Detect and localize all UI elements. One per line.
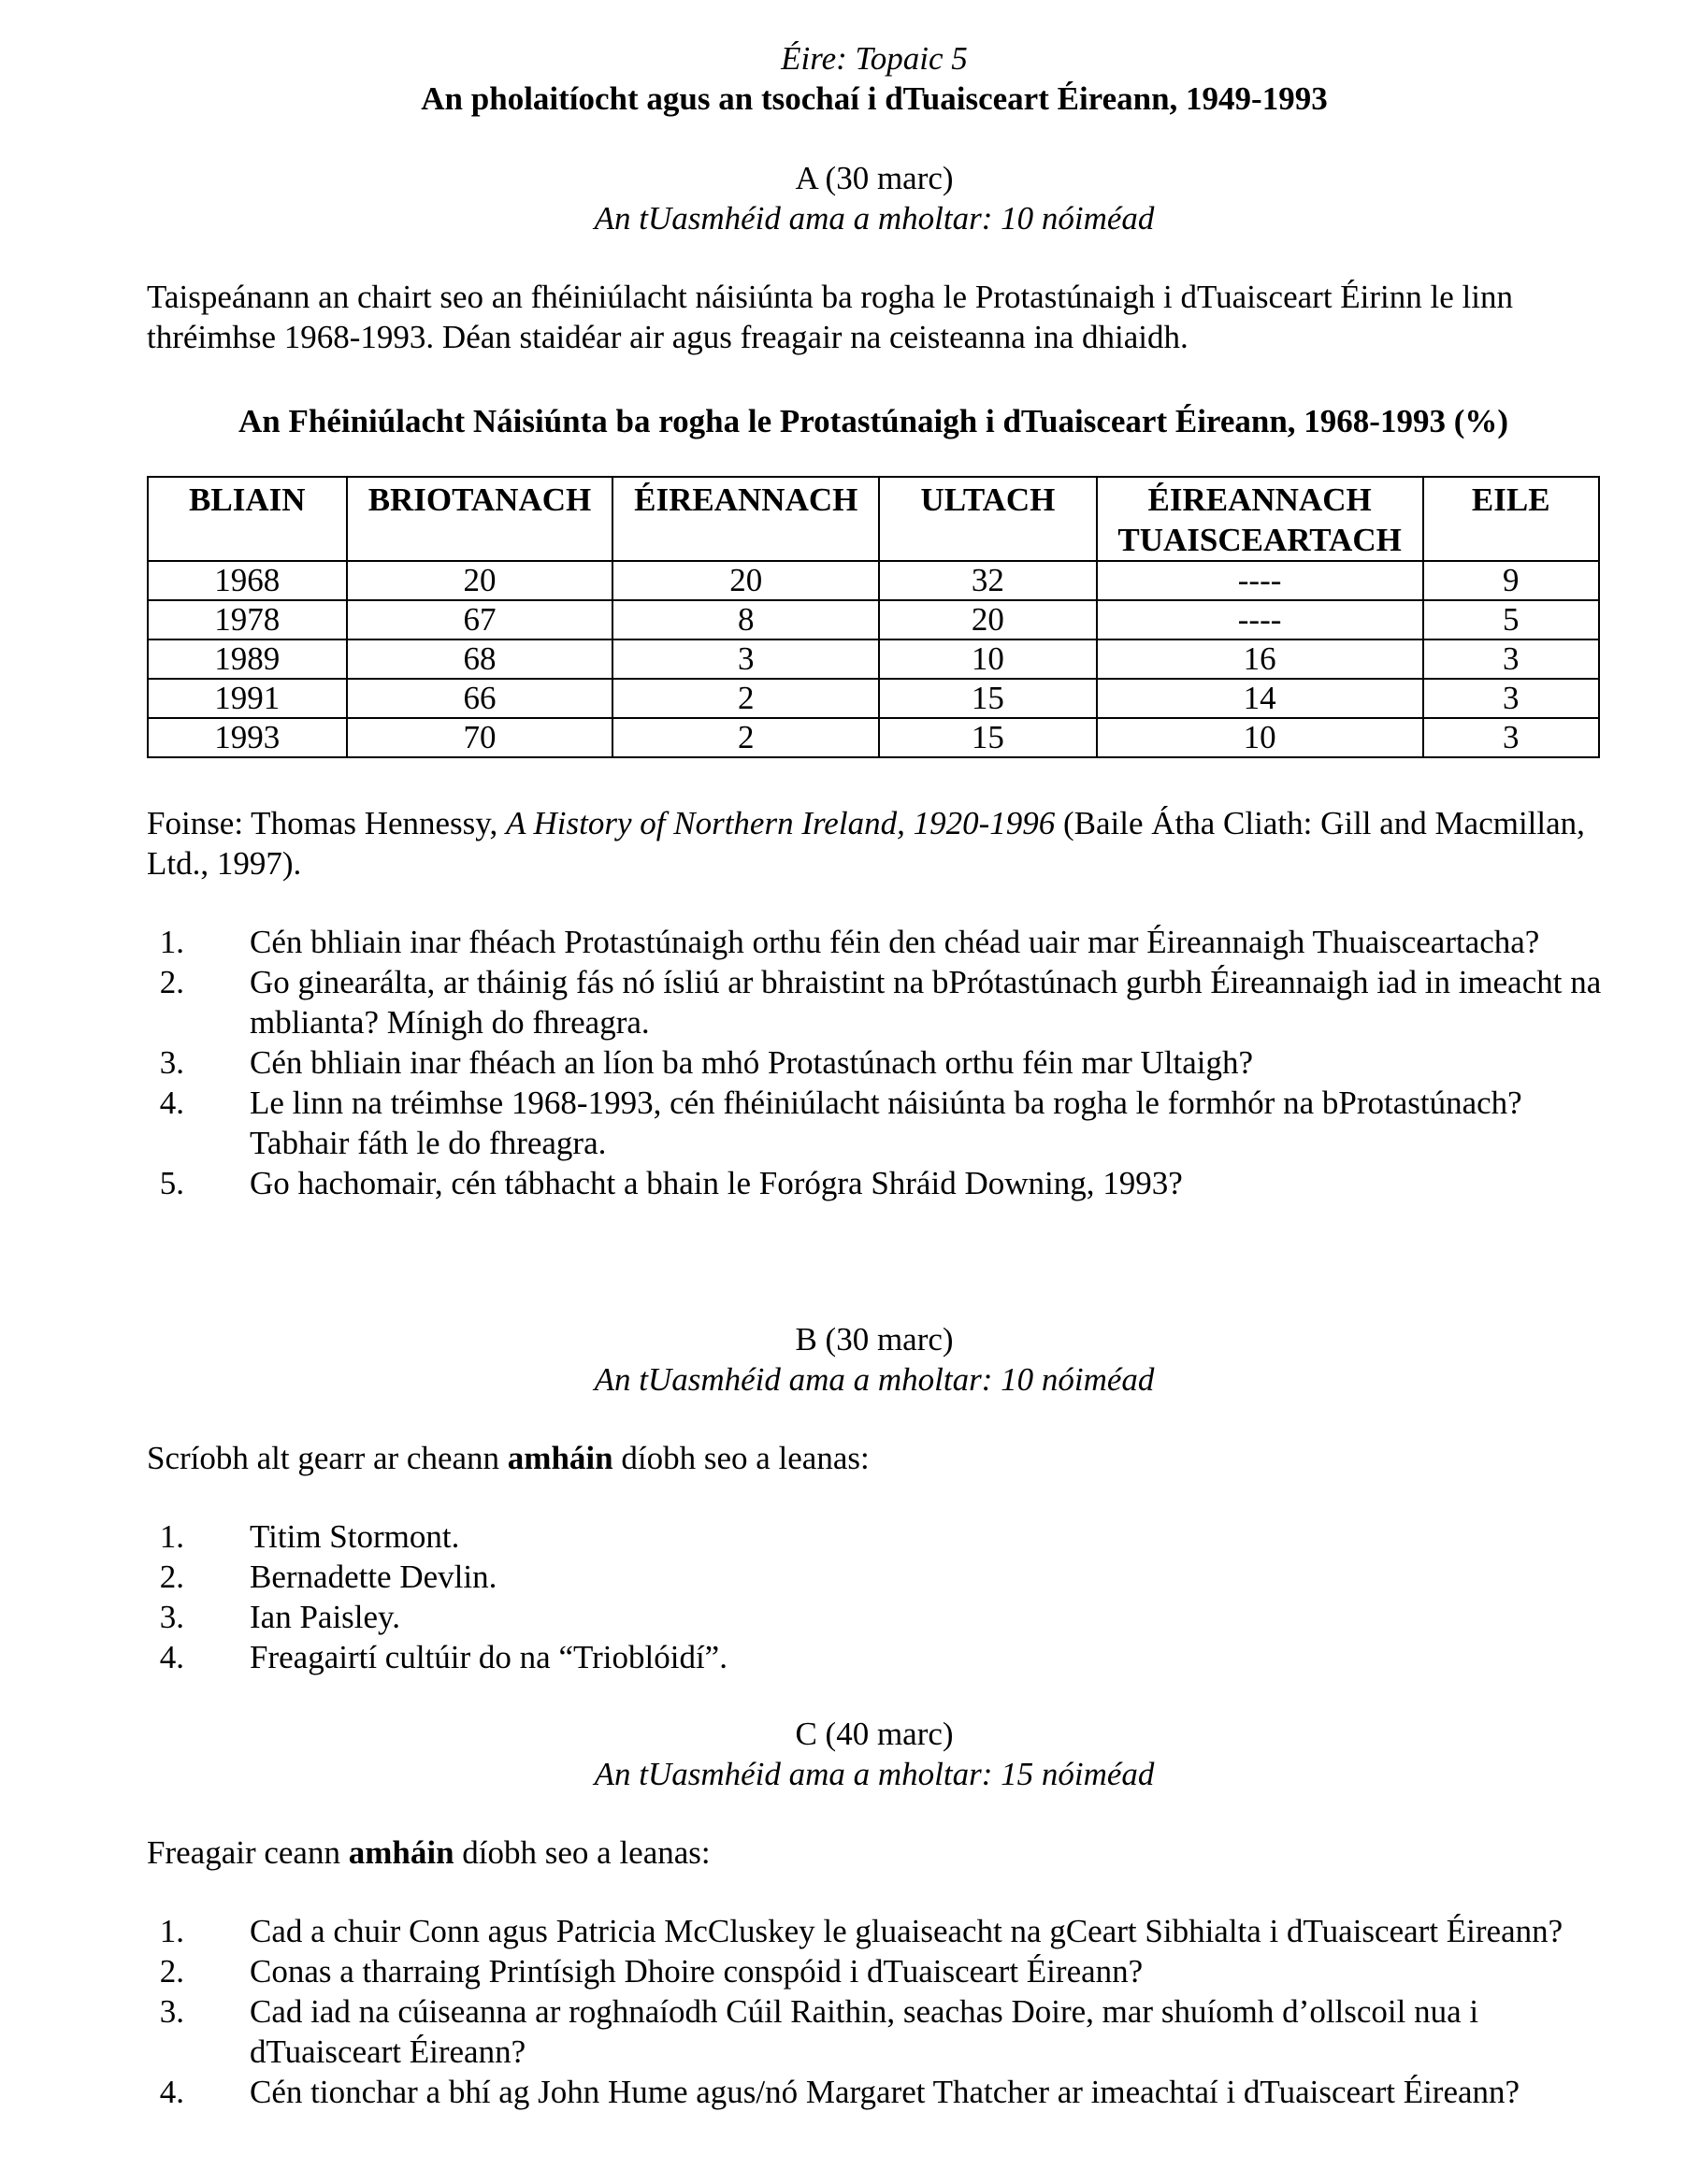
table-cell: 1989 <box>148 639 347 679</box>
table-cell: 2 <box>612 679 879 718</box>
section-b-heading: B (30 marc) <box>795 1321 954 1358</box>
item-number: 2. <box>159 1559 184 1595</box>
topic-label: Éire: Topaic 5 <box>781 40 968 77</box>
table-cell: 16 <box>1097 639 1423 679</box>
item-number: 3. <box>159 1993 184 2030</box>
item-text: Cén bhliain inar fhéach an líon ba mhó Protastúnach orthu féin mar Ultaigh? <box>250 1044 1254 1081</box>
list-item <box>147 1951 1606 1991</box>
table-cell: 1991 <box>148 679 347 718</box>
section-c-intro <box>147 1832 1606 1873</box>
table-cell: 32 <box>879 561 1097 600</box>
table-header-cell: BLIAIN <box>148 477 347 561</box>
intro-text: díobh seo a leanas: <box>454 1834 711 1871</box>
table-cell: ---- <box>1097 561 1423 600</box>
list-item <box>147 1083 1606 1163</box>
table-cell: 70 <box>347 718 613 757</box>
table-row <box>148 718 1599 757</box>
list-item <box>147 1557 1606 1597</box>
section-b-time: An tUasmhéid ama a mholtar: 10 nóiméad <box>594 1361 1155 1398</box>
identity-table <box>147 476 1600 758</box>
list-item <box>147 1597 1606 1637</box>
table-cell: 67 <box>347 600 613 639</box>
table-cell: 15 <box>879 718 1097 757</box>
table-header-cell: ULTACH <box>879 477 1097 561</box>
item-number: 1. <box>159 1913 184 1949</box>
table-header-row <box>148 477 1599 561</box>
table-cell: 66 <box>347 679 613 718</box>
table-cell: 68 <box>347 639 613 679</box>
table-cell: 1968 <box>148 561 347 600</box>
table-cell: 15 <box>879 679 1097 718</box>
table-cell: 20 <box>879 600 1097 639</box>
table-header-cell: ÉIREANNACH <box>612 477 879 561</box>
item-number: 2. <box>159 964 184 1000</box>
page-title: An pholaitíocht agus an tsochaí i dTuaisceart Éireann, 1949-1993 <box>421 80 1328 117</box>
item-text: Go ginearálta, ar tháinig fás nó ísliú ar bhraistint na bPrótastúnach gurbh Éireannaigh iad in imeacht na mblianta? Mínigh do fhreagra. <box>250 964 1602 1041</box>
item-number: 2. <box>159 1953 184 1990</box>
list-item <box>147 2072 1606 2112</box>
table-cell: 1978 <box>148 600 347 639</box>
table-cell: 10 <box>1097 718 1423 757</box>
item-number: 1. <box>159 1518 184 1555</box>
item-number: 4. <box>159 1085 184 1121</box>
table-cell: ---- <box>1097 600 1423 639</box>
list-item <box>147 962 1606 1042</box>
intro-text: díobh seo a leanas: <box>612 1440 870 1476</box>
table-header-cell: ÉIREANNACH TUAISCEARTACH <box>1097 477 1423 561</box>
item-text: Cad a chuir Conn agus Patricia McCluskey le gluaiseacht na gCeart Sibhialta i dTuaisceart Éireann? <box>250 1913 1563 1949</box>
intro-text: Scríobh alt gearr ar cheann <box>147 1440 508 1476</box>
list-item <box>147 1516 1606 1557</box>
table-row <box>148 679 1599 718</box>
section-a-intro: Taispeánann an chairt seo an fhéiniúlacht náisiúnta ba rogha le Protastúnaigh i dTuaisceart Éirinn le linn thréimhse 1968-1993. Déan staidéar air agus freagair na ceisteanna ina dhiaidh. <box>147 279 1513 355</box>
item-text: Ian Paisley. <box>250 1599 401 1635</box>
section-a-heading: A (30 marc) <box>795 160 954 196</box>
table-row <box>148 639 1599 679</box>
table-cell: 5 <box>1423 600 1600 639</box>
table-cell: 3 <box>1423 718 1600 757</box>
list-item <box>147 1163 1606 1203</box>
table-cell: 20 <box>612 561 879 600</box>
section-a-time: An tUasmhéid ama a mholtar: 10 nóiméad <box>594 200 1155 237</box>
item-number: 4. <box>159 1639 184 1675</box>
table-row <box>148 600 1599 639</box>
item-number: 5. <box>159 1165 184 1201</box>
item-text: Go hachomair, cén tábhacht a bhain le Forógra Shráid Downing, 1993? <box>250 1165 1183 1201</box>
section-b-topics <box>147 1516 1606 1677</box>
table-cell: 2 <box>612 718 879 757</box>
section-c-heading: C (40 marc) <box>795 1716 954 1752</box>
table-row <box>148 561 1599 600</box>
intro-emphasis: amháin <box>348 1834 454 1871</box>
intro-text: Freagair ceann <box>147 1834 349 1871</box>
table-cell: 9 <box>1423 561 1600 600</box>
item-number: 3. <box>159 1044 184 1081</box>
item-text: Freagairtí cultúir do na “Trioblóidí”. <box>250 1639 728 1675</box>
intro-emphasis: amháin <box>507 1440 613 1476</box>
table-cell: 1993 <box>148 718 347 757</box>
table-source <box>147 803 1606 884</box>
section-c-time: An tUasmhéid ama a mholtar: 15 nóiméad <box>594 1756 1155 1792</box>
table-cell: 3 <box>1423 639 1600 679</box>
section-a-questions <box>147 922 1606 1203</box>
table-cell: 14 <box>1097 679 1423 718</box>
table-header-cell: EILE <box>1423 477 1600 561</box>
item-text: Le linn na tréimhse 1968-1993, cén fhéiniúlacht náisiúnta ba rogha le formhór na bProtastúnach? Tabhair fáth le do fhreagra. <box>250 1085 1522 1161</box>
item-text: Cén tionchar a bhí ag John Hume agus/nó Margaret Thatcher ar imeachtaí i dTuaisceart Éireann? <box>250 2074 1520 2110</box>
table-cell: 3 <box>1423 679 1600 718</box>
source-prefix: Foinse: Thomas Hennessy, <box>147 805 507 841</box>
item-text: Conas a tharraing Printísigh Dhoire conspóid i dTuaisceart Éireann? <box>250 1953 1144 1990</box>
section-b-intro <box>147 1438 1606 1478</box>
table-cell: 20 <box>347 561 613 600</box>
section-c-questions <box>147 1911 1606 2112</box>
source-book-title: A History of Northern Ireland, 1920-1996 <box>506 805 1056 841</box>
item-text: Cad iad na cúiseanna ar roghnaíodh Cúil Raithin, seachas Doire, mar shuíomh d’ollscoil nua i dTuaisceart Éireann? <box>250 1993 1479 2070</box>
table-cell: 8 <box>612 600 879 639</box>
table-header-cell: BRIOTANACH <box>347 477 613 561</box>
item-text: Titim Stormont. <box>250 1518 460 1555</box>
item-text: Cén bhliain inar fhéach Protastúnaigh orthu féin den chéad uair mar Éireannaigh Thuaisceartacha? <box>250 924 1540 960</box>
list-item <box>147 1991 1606 2072</box>
item-number: 4. <box>159 2074 184 2110</box>
list-item <box>147 1042 1606 1083</box>
item-number: 1. <box>159 924 184 960</box>
source-suffix: (Baile Átha Cliath: Gill and Macmillan, Ltd., 1997). <box>147 805 1585 882</box>
table-cell: 3 <box>612 639 879 679</box>
item-text: Bernadette Devlin. <box>250 1559 497 1595</box>
item-number: 3. <box>159 1599 184 1635</box>
list-item <box>147 1637 1606 1677</box>
table-title: An Fhéiniúlacht Náisiúnta ba rogha le Protastúnaigh i dTuaisceart Éireann, 1968-1993 (%) <box>238 403 1509 439</box>
list-item <box>147 1911 1606 1951</box>
list-item <box>147 922 1606 962</box>
table-cell: 10 <box>879 639 1097 679</box>
